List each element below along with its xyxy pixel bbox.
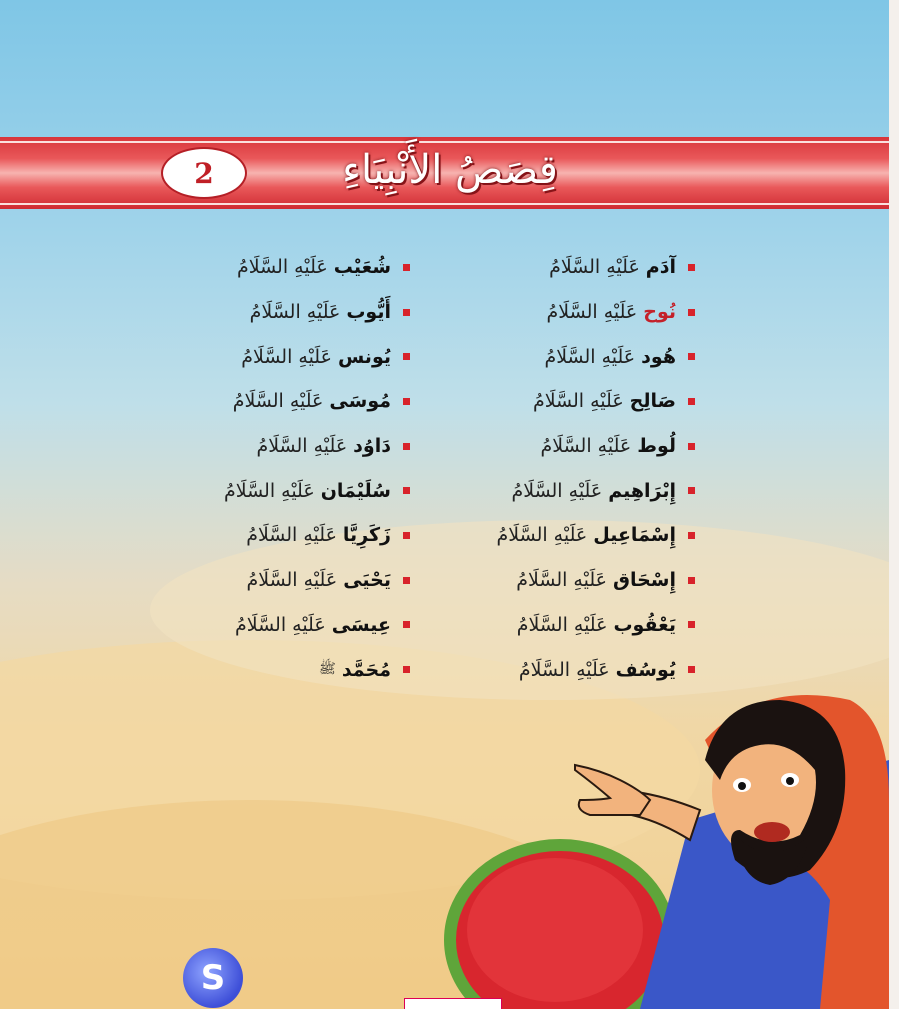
prophet-name: يَحْيَى [343, 569, 391, 592]
prophet-name: شُعَيْب [333, 256, 391, 279]
prophet-honorific: عَلَيْهِ السَّلَامُ [234, 613, 326, 636]
prophet-honorific: عَلَيْهِ السَّلَامُ [518, 658, 610, 681]
prophet-honorific: عَلَيْهِ السَّلَامُ [241, 345, 332, 368]
prophet-name: مُحَمَّد [341, 658, 391, 681]
prophet-name: مُوسَى [329, 390, 391, 413]
prophet-honorific: عَلَيْهِ السَّلَامُ [516, 613, 608, 636]
prophet-name: هُود [641, 345, 676, 368]
volume-number-badge: 2 [161, 147, 247, 199]
prophet-honorific: عَلَيْهِ السَّلَامُ [256, 435, 348, 458]
prophet-name: سُلَيْمَان [320, 479, 391, 502]
prophet-honorific: عَلَيْهِ السَّلَامُ [232, 390, 324, 413]
prophet-name: لُوط [637, 435, 676, 458]
prophet-name: يَعْقُوب [613, 613, 676, 636]
prophet-name: زَكَرِيَّا [342, 524, 391, 547]
prophet-name: إِسْحَاق [612, 569, 676, 592]
prophet-honorific: عَلَيْهِ السَّلَامُ [540, 435, 632, 458]
publisher-logo: S [183, 948, 243, 1008]
prophet-name: أَيُّوب [346, 301, 391, 324]
prophet-honorific: عَلَيْهِ السَّلَامُ [223, 479, 315, 502]
prophet-honorific: ﷺ [318, 660, 336, 677]
prophet-honorific: عَلَيْهِ السَّلَامُ [516, 569, 607, 592]
prophet-name: يُوسُف [615, 658, 676, 681]
prophet-name: صَالِح [629, 390, 676, 413]
prophet-honorific: عَلَيْهِ السَّلَامُ [237, 256, 328, 279]
prophet-honorific: عَلَيْهِ السَّلَامُ [249, 301, 341, 324]
prophet-honorific: عَلَيْهِ السَّلَامُ [532, 390, 624, 413]
prophet-name: آدَم [645, 256, 676, 279]
prophet-name: يُونس [337, 345, 391, 368]
book-title: قِصَصُ الأَنْبِيَاءِ [342, 147, 558, 193]
prophet-name: إِبْرَاهِيم [608, 479, 676, 502]
prophet-honorific: عَلَيْهِ السَّلَامُ [496, 524, 588, 547]
prophet-name: نُوح [643, 301, 676, 324]
prophet-name: عِيسَى [331, 613, 391, 636]
page-edge [889, 0, 899, 1009]
prophet-honorific: عَلَيْهِ السَّلَامُ [546, 301, 638, 324]
prophet-honorific: عَلَيْهِ السَّلَامُ [246, 569, 338, 592]
prophet-honorific: عَلَيْهِ السَّلَامُ [549, 256, 640, 279]
prophet-honorific: عَلَيْهِ السَّلَامُ [511, 479, 603, 502]
prophet-honorific: عَلَيْهِ السَّلَامُ [544, 345, 636, 368]
prophet-name: دَاوُد [353, 435, 391, 458]
price-tag-sticker [404, 998, 502, 1009]
prophet-name: إِسْمَاعِيل [593, 524, 676, 547]
prophet-honorific: عَلَيْهِ السَّلَامُ [246, 524, 337, 547]
